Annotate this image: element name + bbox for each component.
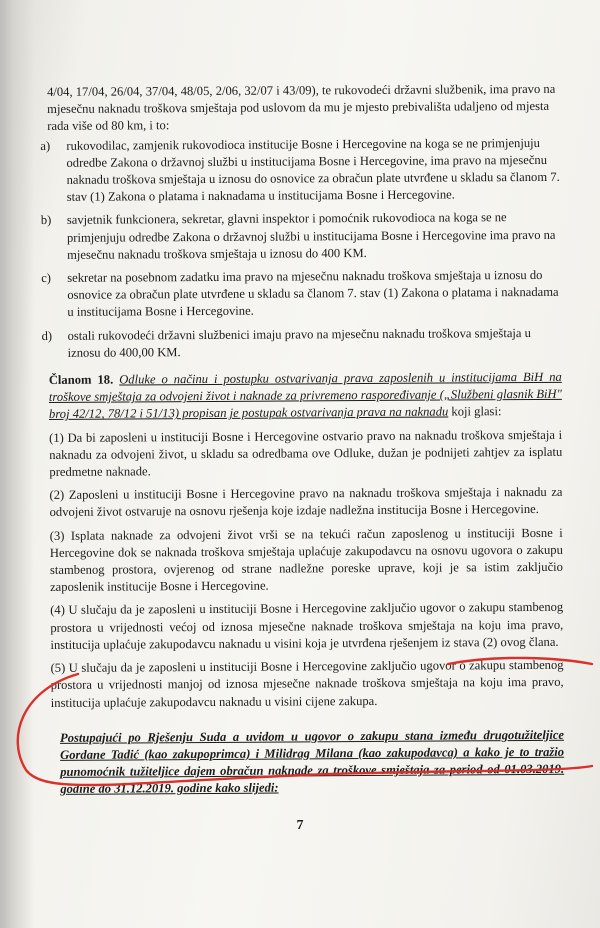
list-item-label: a) — [40, 138, 51, 153]
list-item-label: d) — [41, 328, 53, 343]
article-tail: koji glasi: — [448, 404, 502, 419]
article-heading: Članom 18. — [48, 372, 114, 387]
list-item-text: rukovodilac, zamjenik rukovodioca institucije Bosne i Hercegovine na koga se ne primjenjuju odredbe Zakona o državnoj službi u institucijama Bosne i Hercegovine, ima pravo na mjesečnu naknadu troškova smještaja u iznosu do osnovice za obračun plate utvrđene u skladu sa članom 7. stav (1) Zakona o platama i naknadama u institucijama Bosne i Hercegovine. — [66, 135, 560, 205]
list-item-text: ostali rukovodeći državni službenici imaju pravo na mjesečnu naknadu troškova smještaja u iznosu do 400,00 KM. — [67, 325, 531, 360]
regulation-paragraph: (2) Zaposleni u instituciji Bosne i Hercegovine pravo na naknadu troškova smještaja i naknadu za odvojeni život ostvaruje na osnovu rješenja koje izdaje nadležna institucija Bosne i Hercegovine. — [49, 485, 563, 520]
regulation-paragraph: (3) Isplata naknade za odvojeni život vrši se na tekući račun zaposlenog u instituciji Bosne i Hercegovine dok se naknada troškova smještaja uplaćuje zakupodavcu na osnovu ugovora o zakupu stambenog prostora, ovjerenog od strane nadležne poreske uprave, koji je sa istim zaključio zaposlenik institucije Bosne i Hercegovine. — [49, 525, 564, 595]
marker-stroke-curve — [18, 674, 592, 785]
list-item-label: c) — [41, 270, 52, 286]
regulation-paragraph: (1) Da bi zaposleni u instituciji Bosne i Hercegovine ostvario pravo na naknadu troškova smještaja i naknadu za odvojeni život, u skladu sa odredbama ove Odluke, dužan je podnijeti zahtjev za isplatu predmetne naknade. — [49, 427, 563, 480]
list-item-label: b) — [40, 213, 52, 228]
closing-statement: Postupajući po Rješenju Suda a uvidom u ugovor o zakupu stana između drugotužiteljice Gordane Tadić (kao zakupoprimca) i Milidrag Milana (kao zakupodavca) a kako je to tražio punomoćnik tužiteljice dajem obračun naknade za troškove smještaja za period od 01.03.2019. godine do 31.12.2019. godine kako slijedi: — [59, 727, 565, 797]
regulation-paragraph: (4) U slučaju da je zaposleni u instituciji Bosne i Hercegovine zaključio ugovor o zakupu stambenog prostora u vrijednosti većoj od iznosa mjesečne naknade troškova smještaja na koju ima pravo, institucija uplaćuje zakupodavcu naknadu u visini koja je utvrđena rješenjem iz stava (2) ovog člana. — [50, 600, 564, 652]
list-item-text: savjetnik funkcionera, sekretar, glavni inspektor i pomoćnik rukovodioca na koga se ne primjenjuju odredbe Zakona o državnoj službi u institucijama Bosne i Hercegovine ima pravo na mjesečnu naknadu troškova smještaja u iznosu do 400 KM. — [66, 210, 556, 262]
page-number: 7 — [296, 818, 304, 833]
regulation-paragraph: (5) U slučaju da je zaposleni u instituciji Bosne i Hercegovine zaključio ugovor o zakupu stambenog prostora u vrijednosti manjoj od iznosa mjesečne naknade troškova smještaja na koju ima pravo, institucija uplaćuje zakupodavcu naknadu u visini cijene zakupa. — [50, 657, 564, 710]
list-item-text: sekretar na posebnom zadatku ima pravo na mjesečnu naknadu troškova smještaja u iznosu do osnovice za obračun plate utvrđene u skladu sa članom 7. stav (1) Zakona o platama i naknadama u institucijama Bosne i Hercegovine. — [67, 267, 559, 320]
intro-paragraph: 4/04, 17/04, 26/04, 37/04, 48/05, 2/06, 32/07 i 43/09), te rukovodeći državni službenik, ima pravo na mjesečnu naknadu troškova smještaja pod uslovom da mu je mjesto prebivališta udaljeno od mjesta rada više od 80 km, i to: — [47, 81, 556, 134]
article-reference: Odluke o načinu i postupku ostvarivanja prava zaposlenih u institucijama BiH na troškove smještaja za odvojeni život i naknade za privremeno raspoređivanje („Službeni glasnik BiH" broj 42/12, 78/12 i 51/13) propisan je postupak ostvarivanja prava na naknadu — [48, 369, 562, 422]
marker-stroke-top — [448, 658, 592, 664]
